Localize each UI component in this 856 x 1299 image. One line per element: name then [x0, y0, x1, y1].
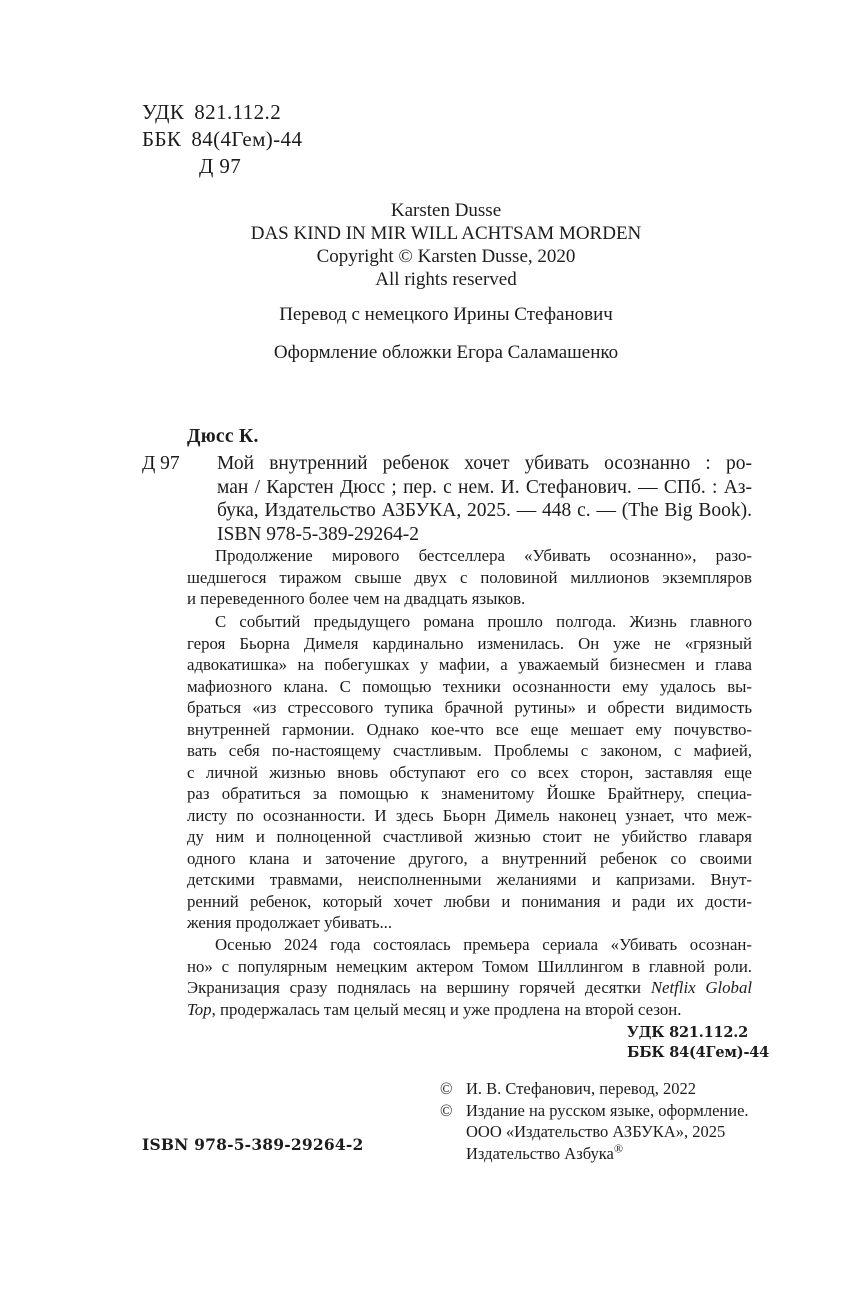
bottom-udk: УДК 821.112.2: [627, 1024, 749, 1041]
annotation-paragraph-3: [187, 934, 752, 1020]
annotation-line: адвокатишка» на побегушках у мафии, а уважаемый бизнесмен и глава: [187, 655, 752, 674]
registered-icon: ®: [613, 1141, 623, 1155]
record-isbn: ISBN 978-5-389-29264-2: [217, 523, 420, 545]
annotation-line: ду ним и полноценной счастливой жизнью стоит не убийство главаря: [187, 827, 752, 846]
bbk-value: 84(4Гем)-44: [191, 127, 303, 151]
annotation-line: Продолжение мирового бестселлера «Убивать осознанно», разо-: [215, 546, 752, 565]
annotation-paragraph-1: [187, 545, 752, 610]
original-edition-block: [0, 199, 856, 291]
annotation-line: с личной жизнью вновь обступают его со всех сторон, заставляя еще: [187, 762, 752, 782]
copyright-publisher: ООО «Издательство АЗБУКА», 2025: [466, 1122, 726, 1141]
annotation-line: [187, 977, 752, 999]
original-copyright: Copyright © Karsten Dusse, 2020: [316, 246, 576, 267]
annotation-line: С событий предыдущего романа прошло полгода. Жизнь главного: [215, 612, 752, 631]
copyright-trademark: Издательство Азбука®: [466, 1141, 623, 1163]
copyright-edition: © Издание на русском языке, оформление.: [440, 1100, 749, 1120]
record-author-heading: Дюсс К.: [187, 426, 259, 447]
copyright-notices: [440, 1078, 749, 1164]
annotation-line: [187, 999, 752, 1021]
netflix-global-italic: Netflix Global: [650, 978, 752, 997]
annotation-line: листу по осознанности. И здесь Бьорн Димель наконец узнает, что меж-: [187, 805, 752, 825]
annotation-line: ренний ребенок, который хочет любви и понимания и ради их дости-: [187, 891, 752, 911]
author-mark: Д 97: [199, 154, 242, 178]
record-line: Мой внутренний ребенок хочет убивать осознанно : ро-: [217, 453, 752, 474]
annotation-text: Экранизация сразу поднялась на вершину горячей десятки: [187, 978, 651, 997]
annotation-text: , продержалась там целый месяц и уже продлена на второй сезон.: [211, 999, 682, 1019]
copyright-translation: © И. В. Стефанович, перевод, 2022: [440, 1079, 697, 1098]
bbk-label: ББК: [142, 127, 182, 151]
udk-label: УДК: [142, 100, 185, 124]
bottom-classification: [627, 1023, 769, 1063]
original-title: DAS KIND IN MIR WILL ACHTSAM MORDEN: [250, 223, 642, 244]
cover-credit: Оформление обложки Егора Саламашенко: [273, 342, 619, 363]
original-rights: All rights reserved: [375, 269, 517, 290]
annotation-line: внутренней гармонии. Однако кое-что все еще мешает ему почувство-: [187, 719, 752, 739]
annotation-line: но» с популярным немецким актером Томом Шиллингом в главной роли.: [187, 956, 752, 976]
udk-value: 821.112.2: [194, 100, 282, 124]
annotation-line: мафиозного клана. С помощью техники осознанности ему удалось вы-: [187, 676, 752, 696]
top-italic: Top: [187, 999, 212, 1019]
copyright-icon: ©: [440, 1079, 453, 1098]
isbn-bottom: ISBN 978-5-389-29264-2: [142, 1135, 364, 1154]
annotation-line: детскими травмами, неисполненными желаниями и капризами. Внут-: [187, 870, 752, 889]
annotation-line: браться «из стрессового тупика брачной рутины» и обрести видимость: [187, 698, 752, 717]
annotation-line: раз обратиться за помощью к знаменитому Йошке Брайтнеру, специа-: [187, 784, 752, 803]
record-code: Д 97: [142, 453, 180, 474]
annotation-line: Осенью 2024 года состоялась премьера сериала «Убивать осознан-: [215, 935, 752, 954]
annotation-line: жения продолжает убивать...: [187, 913, 393, 932]
copyright-icon: ©: [440, 1100, 453, 1120]
annotation-paragraph-2: [187, 611, 752, 934]
bottom-bbk: ББК 84(4Гем)-44: [627, 1044, 770, 1061]
annotation-line: одного клана и заточение другого, а внутренний ребенок со своими: [187, 848, 752, 868]
original-author: Karsten Dusse: [390, 200, 502, 221]
annotation-line: и переведенного более чем на двадцать языков.: [187, 589, 526, 608]
record-description: [217, 452, 752, 546]
record-line: бука, Издательство АЗБУКА, 2025. — 448 с. — (The Big Book).: [217, 500, 752, 521]
annotation-line: героя Бьорна Димеля кардинально изменилась. Он уже не «грязный: [187, 633, 752, 653]
record-line: ман / Карстен Дюсс ; пер. с нем. И. Стефанович. — СПб. : Аз-: [217, 476, 752, 498]
annotation-line: вать себя по-настоящему счастливым. Проблемы с законом, с мафией,: [187, 741, 752, 760]
translation-credit: Перевод с немецкого Ирины Стефанович: [279, 304, 613, 325]
bbk-line: [142, 127, 302, 151]
annotation-line: шедшегося тиражом свыше двух с половиной миллионов экземпляров: [187, 567, 752, 587]
udk-line: [142, 100, 281, 124]
